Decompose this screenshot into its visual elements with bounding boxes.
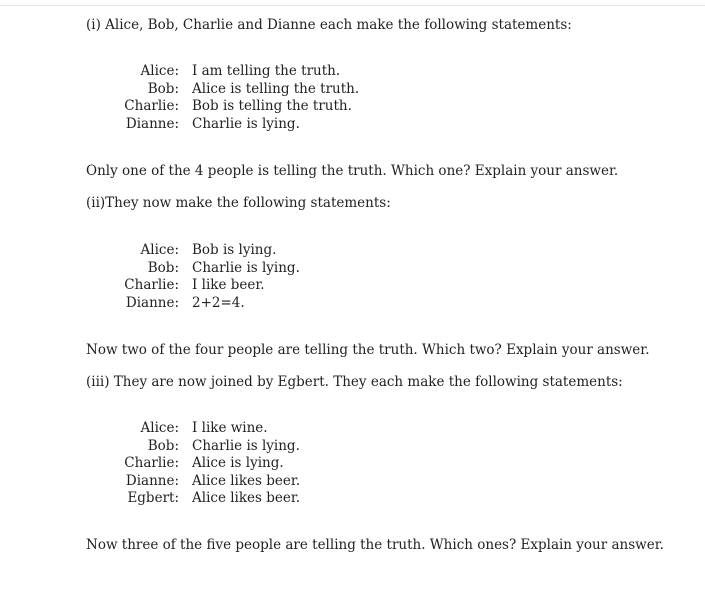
statement-row bbox=[110, 277, 300, 295]
speaker-label: Charlie: bbox=[124, 98, 179, 114]
speaker-label: Bob: bbox=[147, 437, 179, 454]
part3-intro: (iii) They are now joined by Egbert. They each make the following statements: bbox=[86, 374, 623, 390]
speaker-label: Charlie: bbox=[124, 455, 179, 471]
statement-text: Alice likes beer. bbox=[192, 472, 301, 489]
statement-row bbox=[110, 242, 300, 260]
statement-text: I like beer. bbox=[192, 277, 265, 293]
speaker-label: Dianne: bbox=[125, 294, 179, 311]
part2-intro: (ii)They now make the following statements: bbox=[86, 195, 391, 211]
statement-row bbox=[110, 295, 300, 313]
statement-row bbox=[110, 260, 300, 278]
statement-text: Bob is telling the truth. bbox=[192, 98, 352, 114]
statement-text: Charlie is lying. bbox=[192, 259, 300, 276]
statement-text: Alice is lying. bbox=[192, 455, 284, 471]
statement-row bbox=[110, 63, 359, 81]
statement-text: Bob is lying. bbox=[192, 242, 277, 258]
part3-question: Now three of the five people are telling the truth. Which ones? Explain your answer. bbox=[86, 537, 664, 553]
speaker-label: Dianne: bbox=[125, 115, 179, 132]
statement-row bbox=[110, 490, 300, 508]
part1-intro: (i) Alice, Bob, Charlie and Dianne each make the following statements: bbox=[86, 17, 572, 33]
speaker-label: Egbert: bbox=[127, 490, 179, 506]
speaker-label: Bob: bbox=[147, 80, 179, 97]
top-divider bbox=[0, 5, 705, 6]
statement-text: 2+2=4. bbox=[192, 294, 245, 311]
statement-row bbox=[110, 98, 359, 116]
statement-row bbox=[110, 438, 300, 456]
speaker-label: Charlie: bbox=[124, 277, 179, 293]
speaker-label: Alice: bbox=[140, 63, 179, 79]
part1-question: Only one of the 4 people is telling the truth. Which one? Explain your answer. bbox=[86, 163, 619, 179]
statement-row bbox=[110, 116, 359, 134]
statement-row bbox=[110, 81, 359, 99]
statement-row bbox=[110, 420, 300, 438]
statement-text: I like wine. bbox=[192, 420, 268, 436]
part3-statements-table bbox=[110, 420, 300, 508]
statement-row bbox=[110, 455, 300, 473]
statement-text: I am telling the truth. bbox=[192, 63, 341, 79]
statement-text: Charlie is lying. bbox=[192, 437, 300, 454]
part2-question: Now two of the four people are telling the truth. Which two? Explain your answer. bbox=[86, 342, 650, 358]
statement-text: Charlie is lying. bbox=[192, 115, 300, 132]
statement-row bbox=[110, 473, 300, 491]
part1-statements-table bbox=[110, 63, 359, 133]
speaker-label: Bob: bbox=[147, 259, 179, 276]
speaker-label: Alice: bbox=[140, 420, 179, 436]
speaker-label: Alice: bbox=[140, 242, 179, 258]
part2-statements-table bbox=[110, 242, 300, 312]
speaker-label: Dianne: bbox=[125, 472, 179, 489]
statement-text: Alice likes beer. bbox=[192, 490, 301, 506]
statement-text: Alice is telling the truth. bbox=[192, 80, 360, 97]
